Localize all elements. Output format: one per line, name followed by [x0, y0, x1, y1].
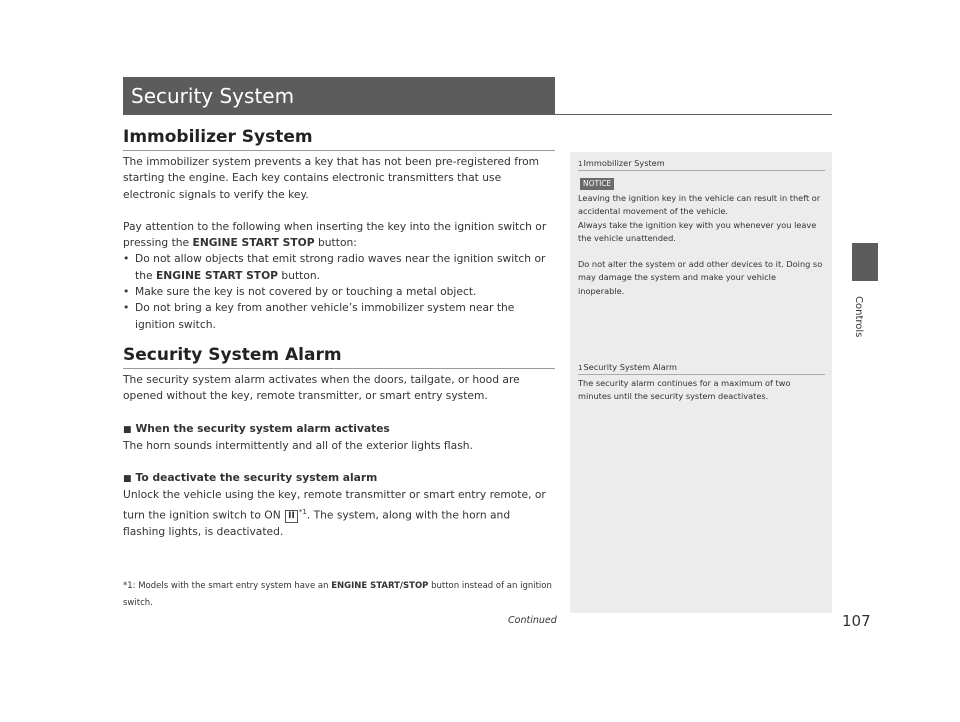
page-number: 107: [842, 612, 871, 630]
continued-label: Continued: [508, 615, 557, 626]
notice-badge: NOTICE: [580, 178, 614, 190]
immobilizer-heading-rule: [123, 150, 555, 151]
immobilizer-note-body: Leaving the ignition key in the vehicle can result in theft or accidental movement of the vehicle. Always take the ignition key with you whenever you leave the vehicle unattended. Do not alter the system or add other devices to it. Doing so may damage the system and make your vehicle inoperable.: [578, 193, 823, 296]
alarm-heading: Security System Alarm: [123, 345, 342, 365]
alarm-note-body: The security alarm continues for a maximum of two minutes until the security system deactivates.: [578, 378, 791, 402]
immobilizer-intro: The immobilizer system prevents a key that has not been pre-registered from starting the engine. Each key contains electronic transmitters that use electronic signals to verify the key.: [123, 155, 540, 201]
square-bullet-icon: ■: [123, 474, 132, 485]
reference-icon: 1: [578, 364, 583, 372]
chapter-tab[interactable]: [852, 243, 878, 281]
immobilizer-attention: Pay attention to the following when inserting the key into the ignition switch or pressing the ENGINE START STOP button:: [123, 219, 547, 250]
immobilizer-bullet-list: [123, 251, 555, 332]
list-item: • Do not allow objects that emit strong radio waves near the ignition switch or the ENGINE START STOP button.: [123, 252, 546, 282]
square-bullet-icon: ■: [123, 424, 132, 435]
alarm-deactivate-text: Unlock the vehicle using the key, remote transmitter or smart entry remote, or turn the ignition switch to ON II $^{*1}$. The system, along with the horn and flashing lights, is deactivated.: [123, 488, 546, 538]
note-rule: [578, 374, 825, 375]
section-title-banner: [123, 77, 555, 115]
note-title: 1Security System Alarm: [578, 362, 677, 372]
alarm-activates-heading: ■ When the security system alarm activates: [123, 421, 390, 435]
immobilizer-heading: Immobilizer System: [123, 127, 313, 147]
chapter-tab-label: Controls: [853, 296, 864, 338]
alarm-body: [123, 372, 555, 540]
engine-start-stop-label: ENGINE START STOP: [192, 236, 315, 250]
immobilizer-body: [123, 154, 555, 333]
list-item: • Make sure the key is not covered by or touching a metal object.: [123, 285, 477, 299]
alarm-intro: The security system alarm activates when the doors, tailgate, or hood are opened without the key, remote transmitter, or smart entry system.: [123, 373, 520, 403]
list-item: • Do not bring a key from another vehicle’s immobilizer system near the ignition switch.: [123, 301, 515, 331]
sidebar-notes: [570, 152, 832, 613]
note-title: 1Immobilizer System: [578, 158, 665, 168]
section-title: Security System: [131, 84, 295, 108]
reference-icon: 1: [578, 160, 583, 168]
alarm-activates-text: The horn sounds intermittently and all of the exterior lights flash.: [123, 438, 473, 452]
alarm-deactivate-heading: ■ To deactivate the security system alarm: [123, 471, 378, 485]
note-rule: [578, 170, 825, 171]
alarm-heading-rule: [123, 368, 555, 369]
header-rule: [555, 114, 832, 115]
ignition-position-icon: II: [285, 510, 298, 523]
footnote: *1: Models with the smart entry system have an ENGINE START/STOP button instead of an ignition switch.: [123, 581, 552, 608]
